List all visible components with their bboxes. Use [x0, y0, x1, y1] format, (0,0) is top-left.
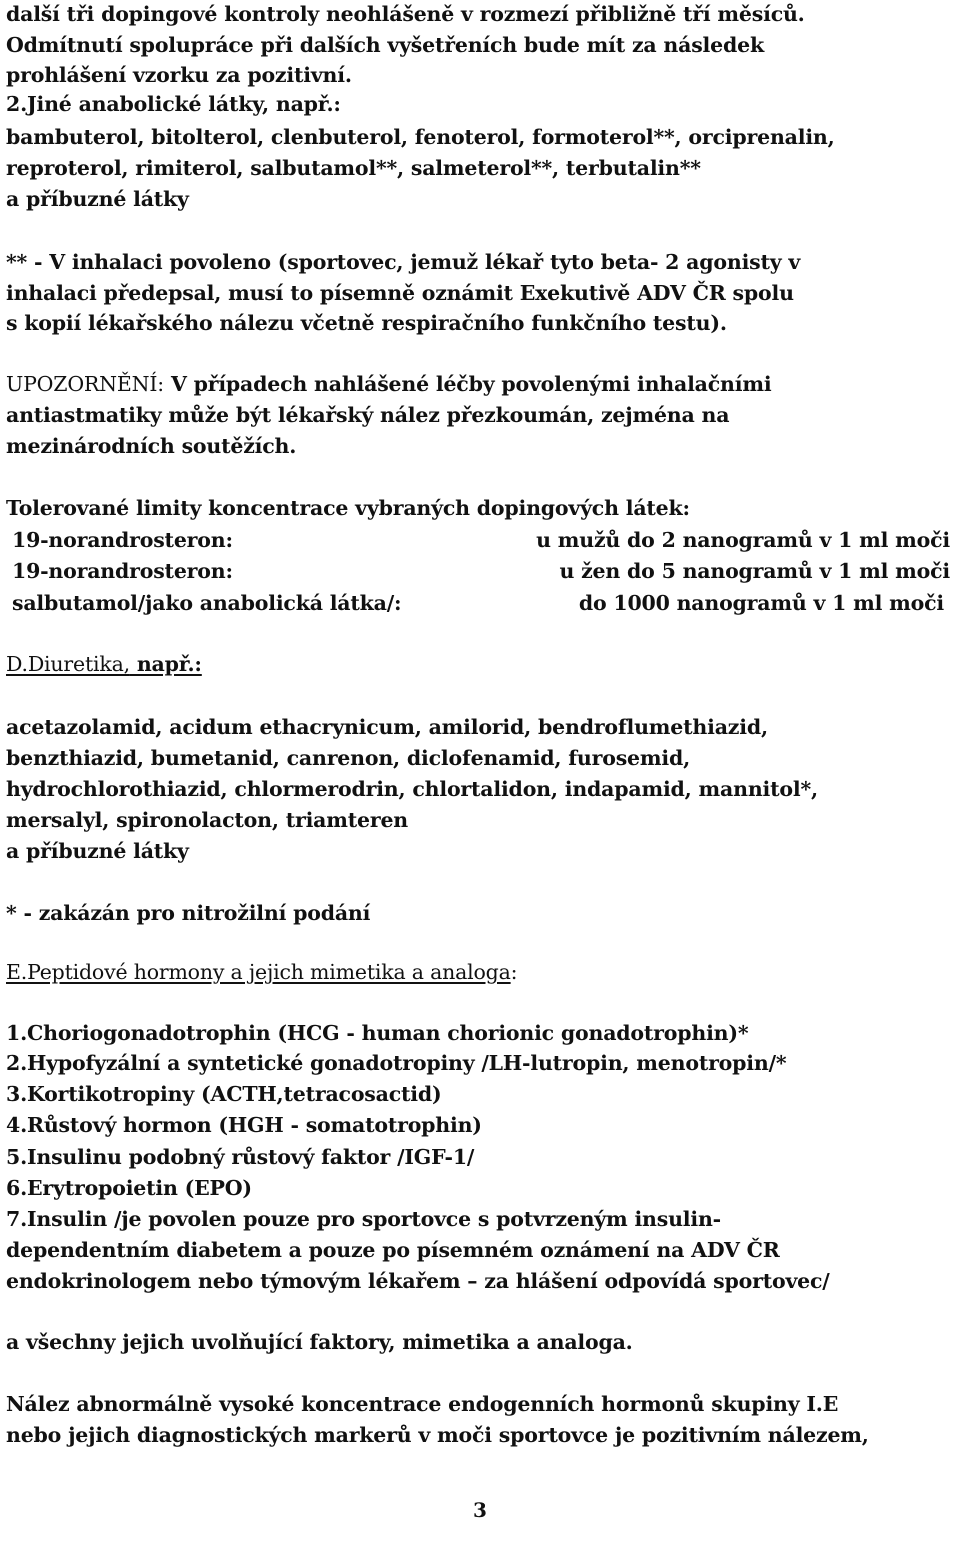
- diuretics-list-line: benzthiazid, bumetanid, canrenon, diclofenamid, furosemid,: [6, 746, 691, 770]
- diuretics-heading-tail: např.:: [129, 652, 202, 676]
- limits-value: u mužů do 2 nanogramů v 1 ml moči: [536, 528, 950, 552]
- warning-first-line: [6, 370, 956, 398]
- diuretics-list-line: a příbuzné látky: [6, 839, 189, 863]
- section-heading-anabolics: 2.Jiné anabolické látky, např.:: [6, 92, 341, 116]
- paragraph-line: další tři dopingové kontroly neohlášeně v rozmezí přibližně tří měsíců.: [6, 2, 805, 26]
- substance-list-line: a příbuzné látky: [6, 187, 189, 211]
- inhalation-note-line: ** - V inhalaci povoleno (sportovec, jemuž lékař tyto beta- 2 agonisty v: [6, 250, 801, 274]
- peptide-item-7-line: dependentním diabetem a pouze po písemném oznámení na ADV ČR: [6, 1238, 780, 1262]
- limits-value: u žen do 5 nanogramů v 1 ml moči: [559, 559, 950, 583]
- peptide-item-7-line: 7.Insulin /je povolen pouze pro sportovce s potvrzeným insulin-: [6, 1207, 721, 1231]
- limits-heading: Tolerované limity koncentrace vybraných dopingových látek:: [6, 496, 690, 520]
- substance-list-line: bambuterol, bitolterol, clenbuterol, fenoterol, formoterol**, orciprenalin,: [6, 125, 835, 149]
- diuretics-list-line: hydrochlorothiazid, chlormerodrin, chlortalidon, indapamid, mannitol*,: [6, 777, 818, 801]
- warning-label: UPOZORNĚNÍ:: [6, 372, 165, 396]
- section-heading-peptides: [6, 958, 956, 986]
- finding-line: nebo jejich diagnostických markerů v moči sportovce je pozitivním nálezem,: [6, 1423, 869, 1447]
- peptide-item: 2.Hypofyzální a syntetické gonadotropiny /LH-lutropin, menotropin/*: [6, 1051, 787, 1075]
- peptide-item: 5.Insulinu podobný růstový faktor /IGF-1/: [6, 1145, 475, 1169]
- peptide-factors-line: a všechny jejich uvolňující faktory, mimetika a analoga.: [6, 1330, 633, 1354]
- section-heading-diuretics: [6, 650, 956, 678]
- limits-value: do 1000 nanogramů v 1 ml moči: [578, 591, 944, 615]
- peptide-item: 1.Choriogonadotrophin (HCG - human chorionic gonadotrophin)*: [6, 1021, 749, 1045]
- finding-line: Nález abnormálně vysoké koncentrace endogenních hormonů skupiny I.E: [6, 1392, 839, 1416]
- warning-line: mezinárodních soutěžích.: [6, 434, 297, 458]
- inhalation-note-line: s kopií lékařského nálezu včetně respiračního funkčního testu).: [6, 311, 727, 335]
- inhalation-note-line: inhalaci předepsal, musí to písemně oznámit Exekutivě ADV ČR spolu: [6, 281, 794, 305]
- peptide-item-7-line: endokrinologem nebo týmovým lékařem – za hlášení odpovídá sportovec/: [6, 1269, 830, 1293]
- paragraph-line: prohlášení vzorku za pozitivní.: [6, 63, 352, 87]
- paragraph-line: Odmítnutí spolupráce při dalších vyšetřeních bude mít za následek: [6, 33, 764, 57]
- warning-text: V případech nahlášené léčby povolenými inhalačními: [170, 372, 772, 396]
- diuretics-list-line: mersalyl, spironolacton, triamteren: [6, 808, 408, 832]
- peptide-item: 4.Růstový hormon (HGH - somatotrophin): [6, 1113, 482, 1137]
- diuretics-list-line: acetazolamid, acidum ethacrynicum, amilorid, bendroflumethiazid,: [6, 715, 768, 739]
- peptide-item: 6.Erytropoietin (EPO): [6, 1176, 252, 1200]
- peptides-heading: E.Peptidové hormony a jejich mimetika a analoga: [6, 960, 511, 984]
- peptides-heading-colon: :: [510, 960, 518, 984]
- warning-line: antiastmatiky může být lékařský nález přezkoumán, zejména na: [6, 403, 730, 427]
- diuretics-footnote: * - zakázán pro nitrožilní podání: [6, 901, 371, 925]
- limits-substance: 19-norandrosteron:: [12, 559, 233, 583]
- page-number: 3: [473, 1498, 487, 1522]
- limits-substance: salbutamol/jako anabolická látka/:: [12, 591, 402, 615]
- substance-list-line: reproterol, rimiterol, salbutamol**, salmeterol**, terbutalin**: [6, 156, 701, 180]
- peptide-item: 3.Kortikotropiny (ACTH,tetracosactid): [6, 1082, 442, 1106]
- diuretics-heading-main: D.Diuretika,: [6, 652, 130, 676]
- limits-substance: 19-norandrosteron:: [12, 528, 233, 552]
